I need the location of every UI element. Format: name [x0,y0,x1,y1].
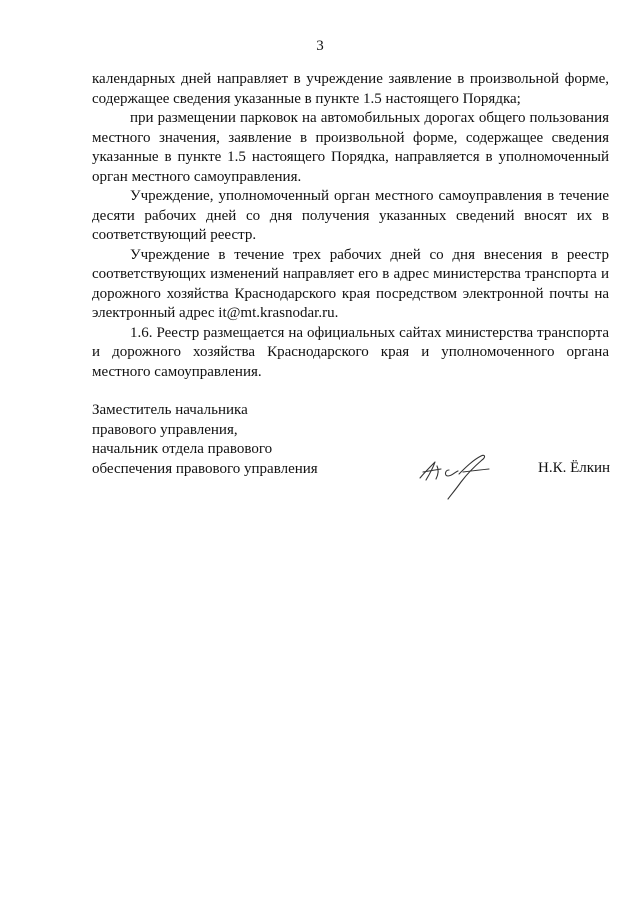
paragraph-5: 1.6. Реестр размещается на официальных сайтах министерства транспорта и дорожного хозяйства Краснодарского края и уполномоченного органа местного самоуправления. [92,324,609,380]
position-line-2: правового управления, [92,421,238,438]
position-line-1: Заместитель начальника [92,402,248,418]
signatory-position [92,401,318,479]
paragraph-3: Учреждение, уполномоченный орган местного самоуправления в течение десяти рабочих дней со дня получения указанных сведений вносят их в соответствующий реестр. [92,188,609,243]
page-number: 3 [316,38,324,54]
position-line-3: начальник отдела правового [92,441,273,457]
position-line-4: обеспечения правового управления [92,460,318,477]
signer-name: Н.К. Ёлкин [538,460,611,476]
paragraph-2: при размещении парковок на автомобильных дорогах общего пользования местного значения, заявление в произвольной форме, содержащее сведения указанные в пункте 1.5 настоящего Порядка, направляется в уполномоченный орган местного самоуправления. [92,110,609,185]
handwritten-signature [415,450,515,502]
document-body [92,70,609,382]
paragraph-4: Учреждение в течение трех рабочих дней со дня внесения в реестр соответствующих изменений направляет его в адрес министерства транспорта и дорожного хозяйства Краснодарского края посредством электронной почты на электронный адрес it@mt.krasnodar.ru. [92,246,609,321]
paragraph-1: календарных дней направляет в учреждение заявление в произвольной форме, содержащее сведения указанные в пункте 1.5 настоящего Порядка; [92,71,609,107]
